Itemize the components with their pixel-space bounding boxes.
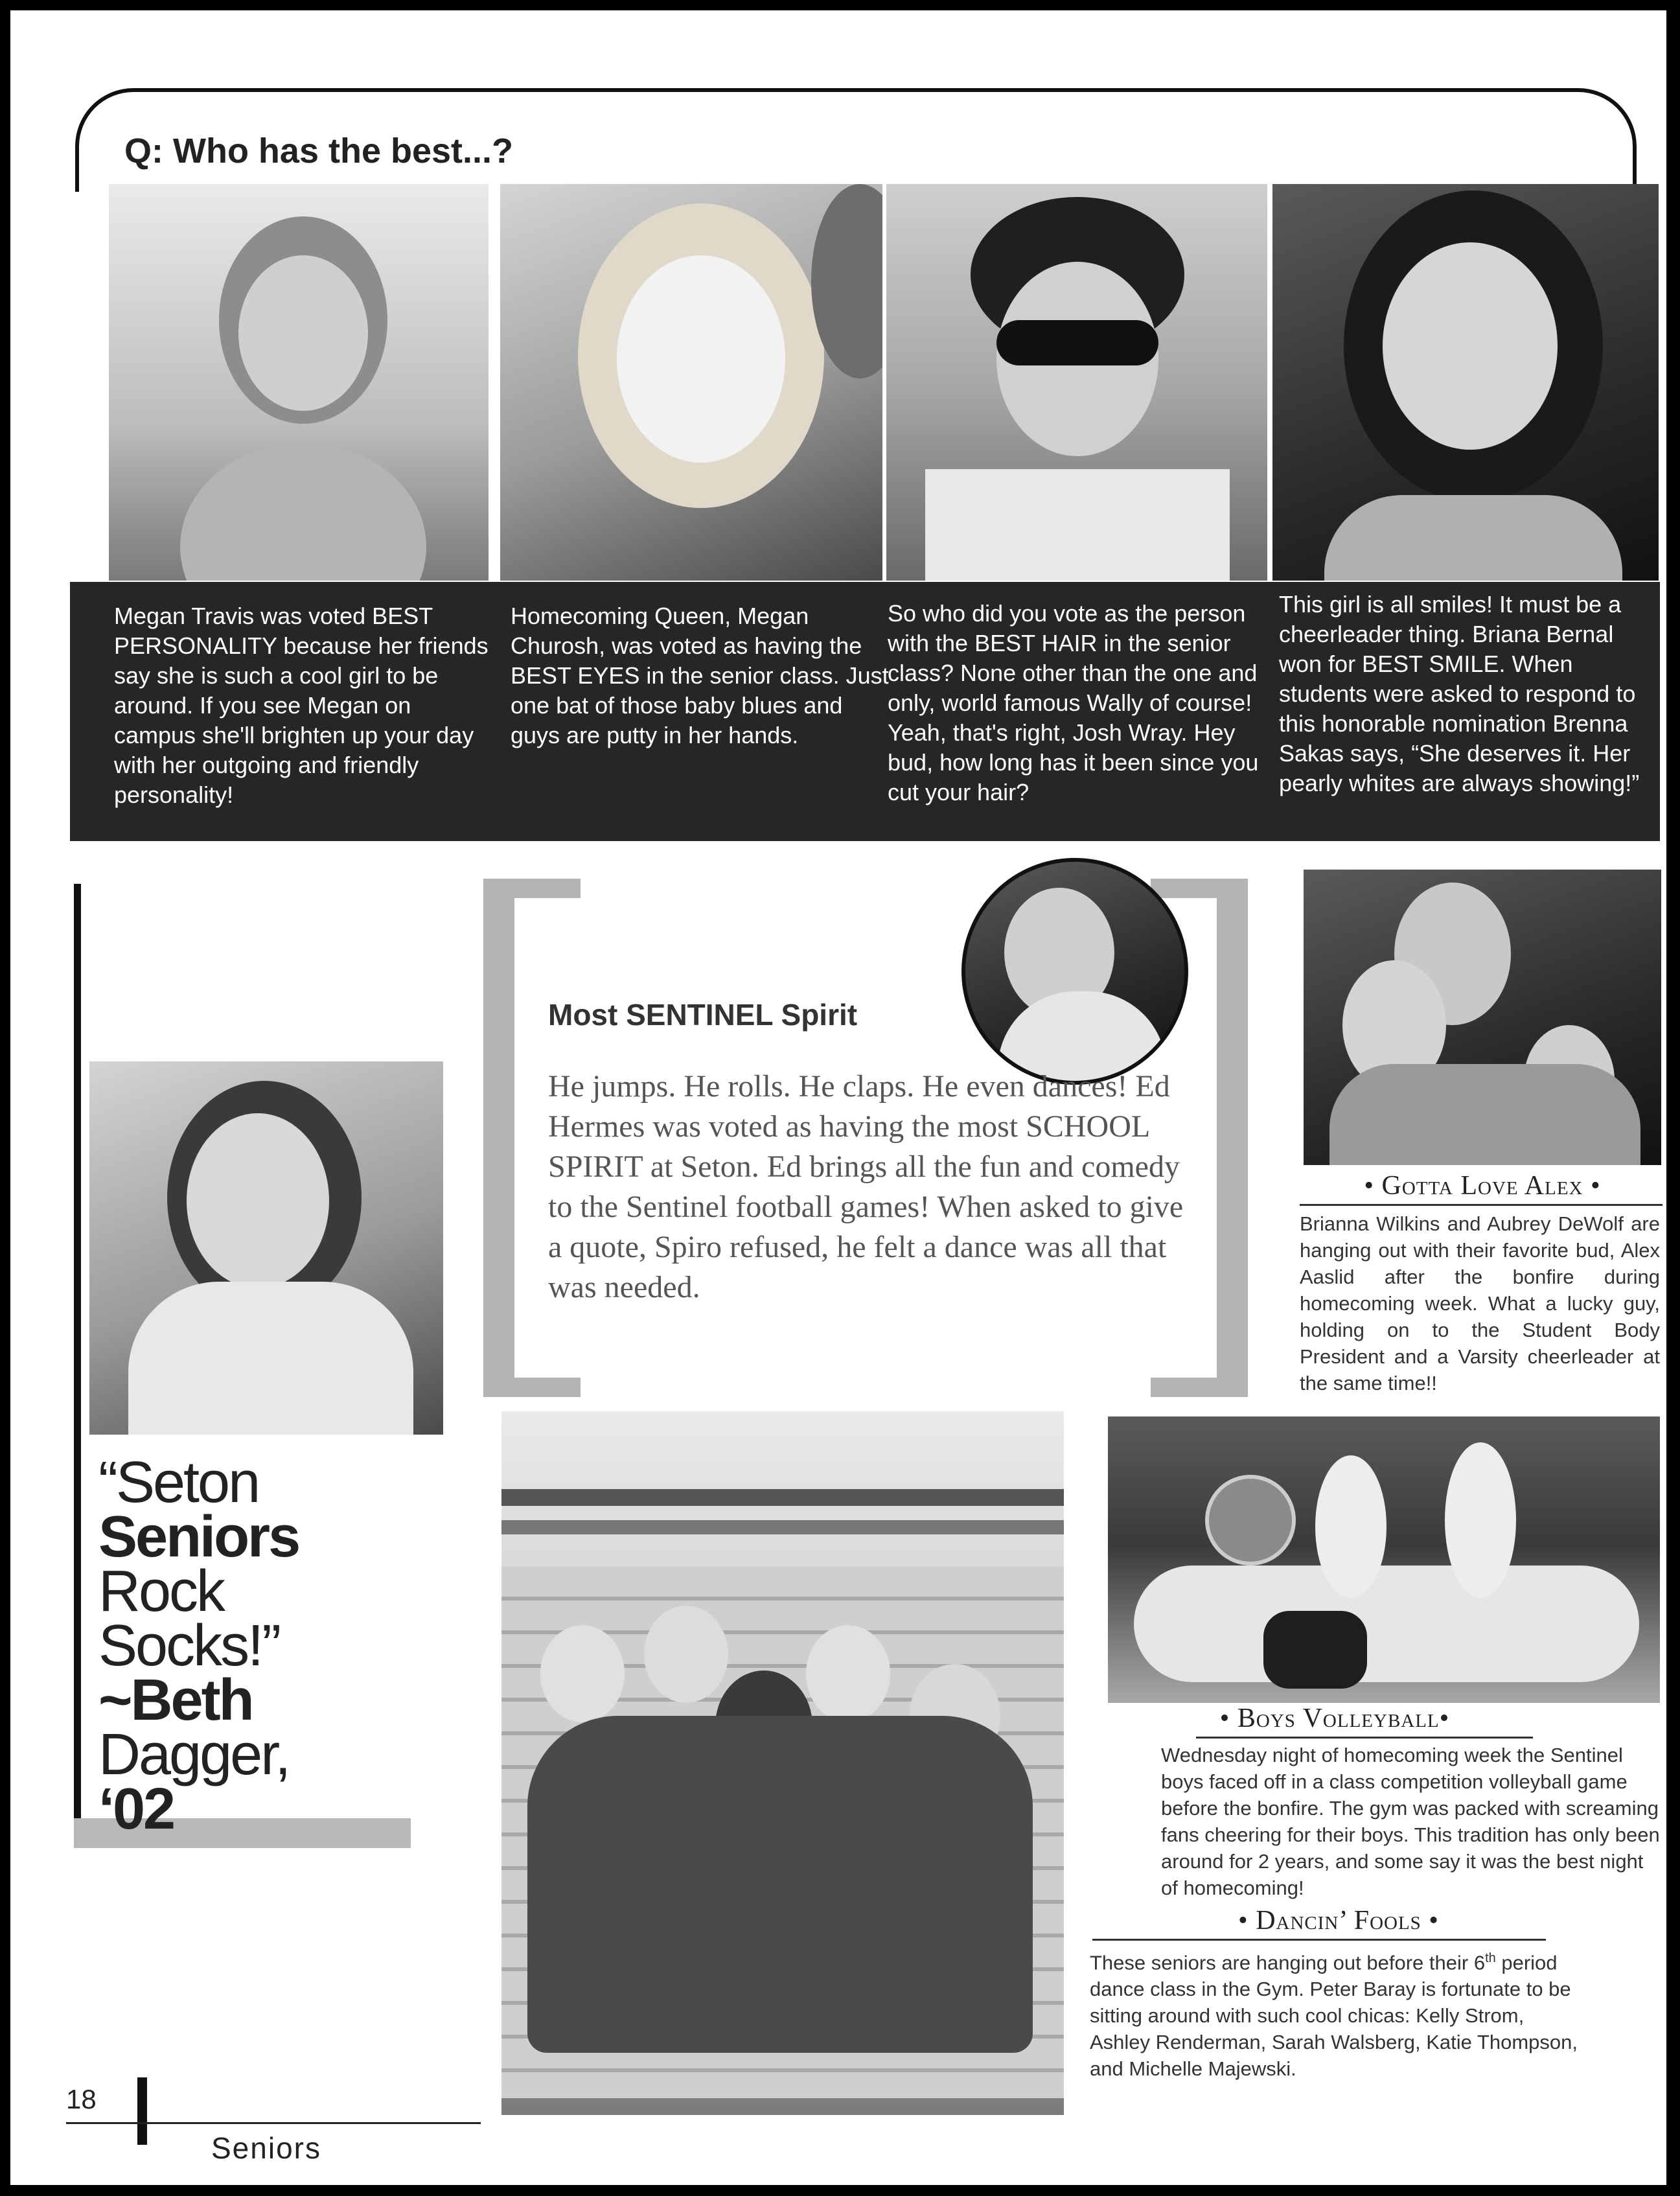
quote-line-6: Dagger, (98, 1722, 290, 1787)
yearbook-page (10, 10, 1666, 2185)
dancin-caption-start: These seniors are hanging out before their 6 (1090, 1951, 1486, 1974)
photo-dancin-fools (501, 1411, 1064, 2115)
footer-vertical-bar (137, 2077, 147, 2145)
page-number: 18 (66, 2084, 97, 2114)
bracket-left (483, 879, 514, 1397)
dancin-caption-end: period dance class in the Gym. Peter Baray is fortunate to be sitting around with such cool chicas: Kelly Strom, Ashley Renderman, Sarah Walsberg, Katie Thompson, and Michelle Majewski. (1090, 1951, 1578, 2081)
photo-ed-hermes (961, 858, 1188, 1085)
volleyball-caption: Wednesday night of homecoming week the Sentinel boys faced off in a class competition volleyball game before the bonfire. The gym was packed with screaming fans cheering for their boys. This tradition has only been around for 2 years, and some say it was the best night of homecoming! (1161, 1744, 1660, 1899)
caption-best-hair: So who did you vote as the person with the BEST HAIR in the senior class? None other than the one and only, world famous Wally of course! Yeah, that's right, Josh Wray. Hey bud, how long has it been since you cut your hair? (888, 600, 1259, 805)
bracket-left-top (483, 879, 581, 898)
photo-best-personality (109, 184, 489, 581)
section-name: Seniors (211, 2131, 321, 2165)
quote-line-1: “Seton (98, 1450, 259, 1515)
alex-title: • Gotta Love Alex • (1364, 1171, 1601, 1201)
photo-beth-dagger (89, 1061, 443, 1435)
volleyball-title: • Boys Volleyball• (1219, 1704, 1450, 1733)
spirit-body: He jumps. He rolls. He claps. He even dances! Ed Hermes was voted as having the most SCHOOL SPIRIT at Seton. Ed brings all the fun and comedy to the Sentinel football games! When asked to give a quote, Spiro refused, he felt a dance was all that was needed. (548, 1069, 1184, 1304)
quote-line-5: ~Beth (98, 1668, 253, 1733)
footer-rule (66, 2122, 481, 2124)
photo-best-smile (1272, 184, 1659, 581)
quote-line-7: ‘02 (98, 1777, 174, 1842)
alex-rule (1300, 1204, 1663, 1206)
photo-best-hair (886, 184, 1267, 581)
caption-bar (70, 582, 1660, 841)
quote-line-2: Seniors (98, 1505, 299, 1569)
page-title: Q: Who has the best...? (124, 132, 514, 170)
beth-dagger-quote (98, 1450, 409, 1842)
alex-caption: Brianna Wilkins and Aubrey DeWolf are hanging out with their favorite bud, Alex Aaslid after the bonfire during homecoming week. What a lucky guy, holding on to the Student Body President and a Varsity cheerleader at the same time!! (1300, 1212, 1660, 1394)
dancin-caption-superscript: th (1485, 1951, 1496, 1965)
caption-best-smile: This girl is all smiles! It must be a cheerleader thing. Briana Bernal won for BEST SMILE. When students were asked to respond to this honorable nomination Brenna Sakas says, “She deserves it. Her pearly whites are always showing!” (1279, 591, 1640, 796)
photo-boys-volleyball (1108, 1416, 1660, 1703)
bracket-right-top (1151, 879, 1248, 898)
dancin-rule (1092, 1939, 1546, 1941)
quote-line-4: Socks!” (98, 1613, 280, 1678)
dancin-title: • Dancin’ Fools • (1237, 1906, 1440, 1936)
caption-best-eyes: Homecoming Queen, Megan Churosh, was voted as having the BEST EYES in the senior class. Just one bat of those baby blues and guys are putty in her hands. (511, 603, 889, 748)
photo-alex (1304, 870, 1661, 1165)
bracket-right (1217, 879, 1248, 1397)
bracket-left-bottom (483, 1378, 581, 1397)
dancin-caption (1090, 1945, 1582, 2082)
bracket-right-bottom (1151, 1378, 1248, 1397)
volleyball-rule (1196, 1737, 1533, 1739)
quote-line-3: Rock (98, 1559, 224, 1624)
photo-best-eyes (500, 184, 882, 581)
caption-best-personality: Megan Travis was voted BEST PERSONALITY because her friends say she is such a cool girl to be around. If you see Megan on campus she'll brighten up your day with her outgoing and friendly personality! (114, 603, 489, 808)
spirit-title: Most SENTINEL Spirit (548, 998, 858, 1032)
quote-vertical-rule (74, 884, 81, 1846)
